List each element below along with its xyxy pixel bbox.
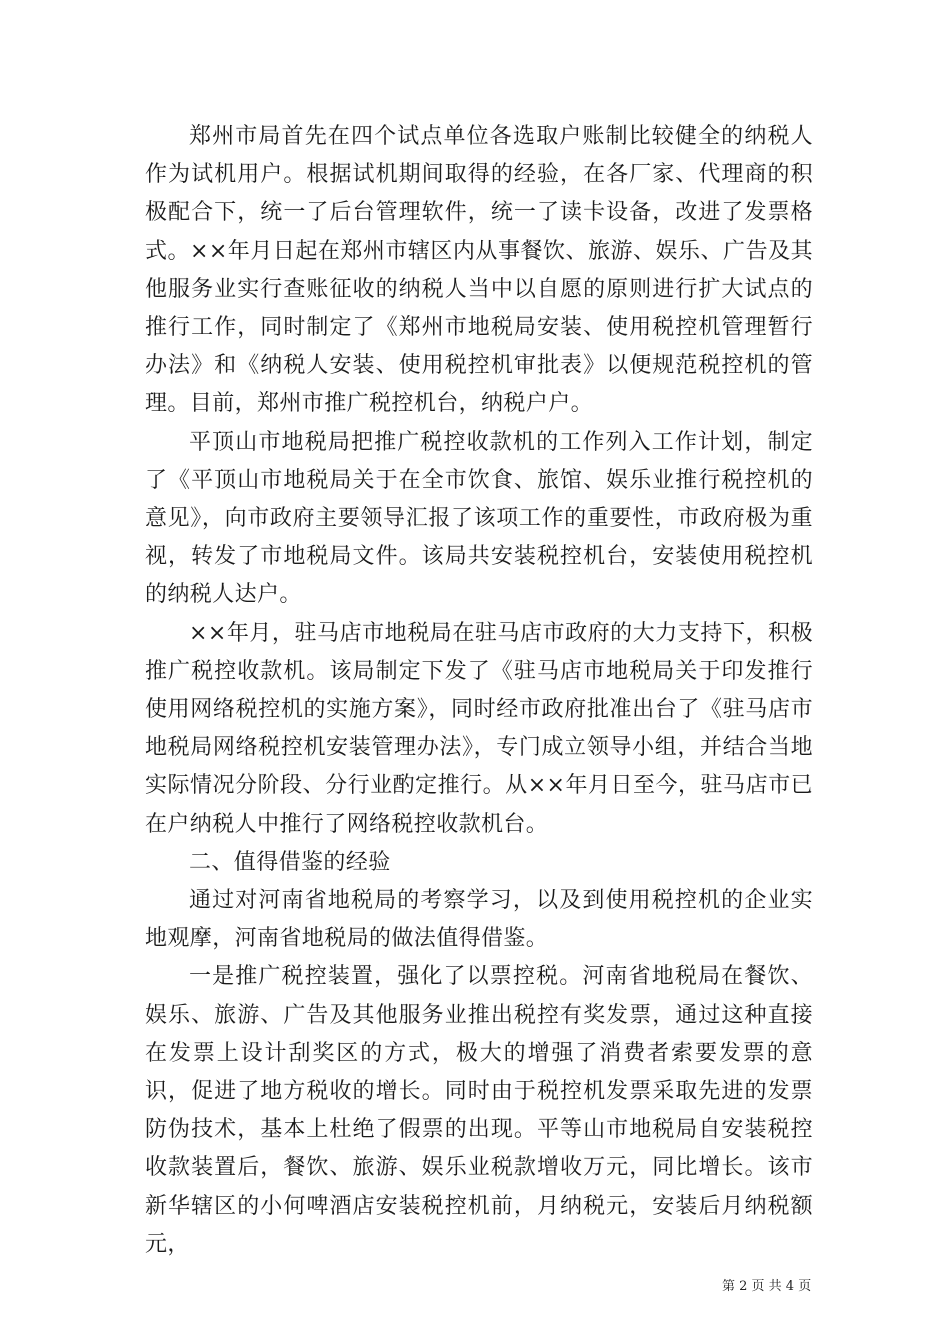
page-number-footer: 第 2 页 共 4 页 <box>722 1279 812 1294</box>
paragraph-experience-one: 一是推广税控装置，强化了以票控税。河南省地税局在餐饮、娱乐、旅游、广告及其他服务业推出税控有奖发票，通过这种直接在发票上设计刮奖区的方式，极大的增强了消费者索要发票的意识，促进了地方税收的增长。同时由于税控机发票采取先进的发票防伪技术，基本上杜绝了假票的出现。平等山市地税局自安装税控收款装置后，餐饮、旅游、娱乐业税款增收万元，同比增长。该市新华辖区的小何啤酒店安装税控机前，月纳税元，安装后月纳税额元， <box>145 964 813 1257</box>
section-heading: 二、值得借鉴的经验 <box>189 849 391 875</box>
paragraph-pingdingshan: 平顶山市地税局把推广税控收款机的工作列入工作计划，制定了《平顶山市地税局关于在全市饮食、旅馆、娱乐业推行税控机的意见》，向市政府主要领导汇报了该项工作的重要性，市政府极为重视，转发了市地税局文件。该局共安装税控机台，安装使用税控机的纳税人达户。 <box>145 429 813 608</box>
paragraph-intro: 通过对河南省地税局的考察学习，以及到使用税控机的企业实地观摩，河南省地税局的做法值得借鉴。 <box>145 888 813 952</box>
document-body <box>145 118 813 1264</box>
paragraph-zhumadian: ××年月，驻马店市地税局在驻马店市政府的大力支持下，积极推广税控收款机。该局制定下发了《驻马店市地税局关于印发推行使用网络税控机的实施方案》，同时经市政府批准出台了《驻马店市地税局网络税控机安装管理办法》，专门成立领导小组，并结合当地实际情况分阶段、分行业酌定推行。从××年月日至今，驻马店市已在户纳税人中推行了网络税控收款机台。 <box>145 620 813 837</box>
paragraph-zhengzhou: 郑州市局首先在四个试点单位各选取户账制比较健全的纳税人作为试机用户。根据试机期间取得的经验，在各厂家、代理商的积极配合下，统一了后台管理软件，统一了读卡设备，改进了发票格式。××年月日起在郑州市辖区内从事餐饮、旅游、娱乐、广告及其他服务业实行查账征收的纳税人当中以自愿的原则进行扩大试点的推行工作，同时制定了《郑州市地税局安装、使用税控机管理暂行办法》和《纳税人安装、使用税控机审批表》以便规范税控机的管理。目前，郑州市推广税控机台，纳税户户。 <box>145 124 813 417</box>
